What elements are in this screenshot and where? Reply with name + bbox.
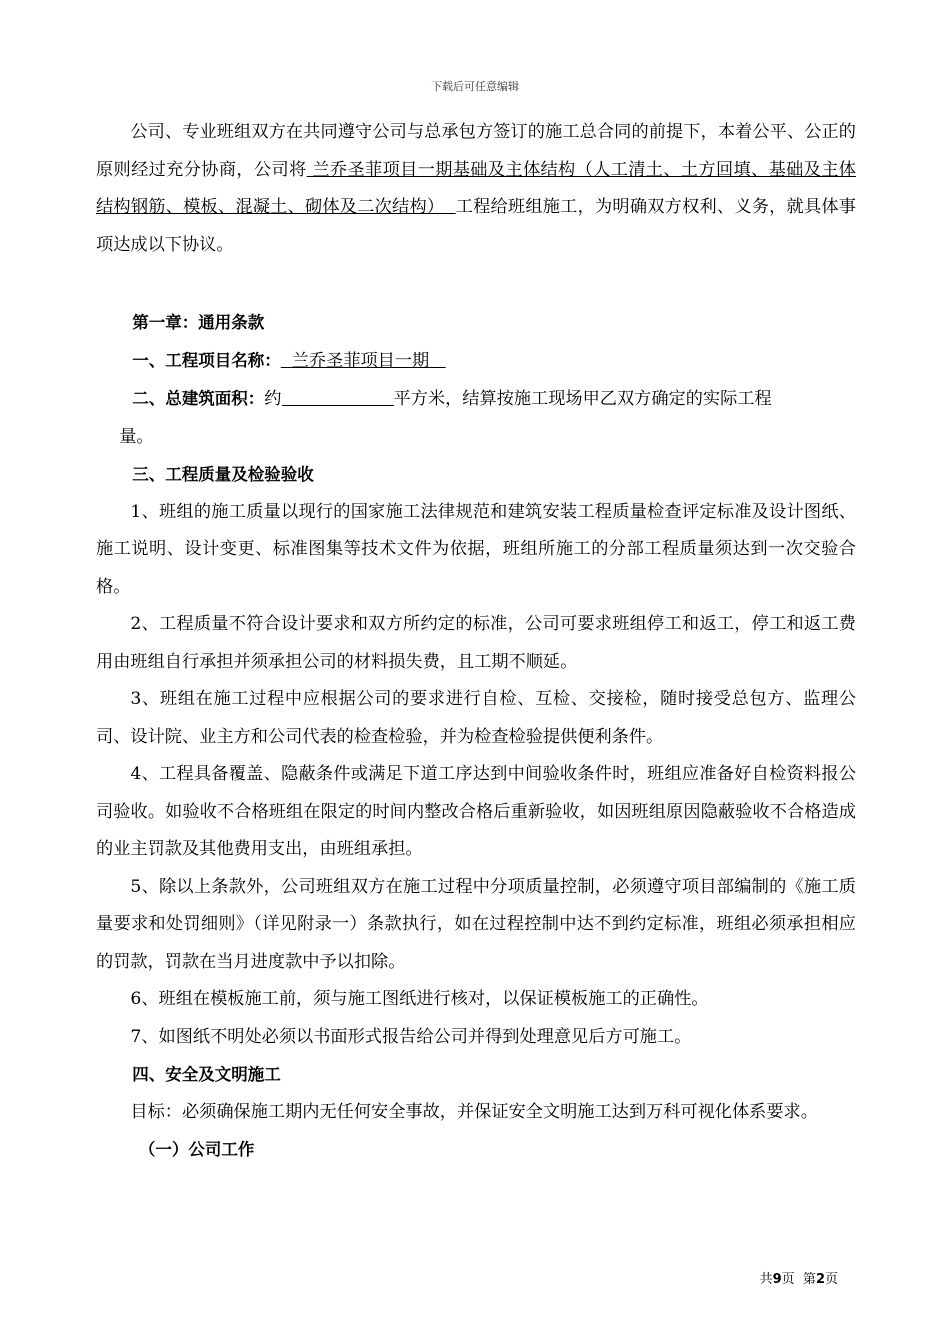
page-header: 下载后可任意编辑 [431,80,519,93]
spacer [96,264,856,304]
building-area-blank [282,389,394,407]
safety-goal: 目标：必须确保施工期内无任何安全事故，并保证安全文明施工达到万科可视化体系要求。 [130,1101,818,1122]
document-body [96,114,856,1169]
building-area-wrap: 量。 [119,426,154,447]
chapter-title: 第一章：通用条款 [132,313,265,332]
quality-clause-5: 5、除以上条款外，公司班组双方在施工过程中分项质量控制，必须遵守项目部编制的《施工质量要求和处罚细则》（详见附录一）条款执行，如在过程控制中达不到约定标准，班组必须承担相应的罚款，罚款在当月进度款中予以扣除。 [96,876,856,972]
total-pages: 9 [772,1272,782,1287]
project-name-value: 兰乔圣菲项目一期 [291,350,430,371]
intro-paragraph [96,114,856,264]
quality-clause-6: 6、班组在模板施工前，须与施工图纸进行核对，以保证模板施工的正确性。 [130,989,709,1009]
current-page: 2 [815,1272,825,1287]
quality-clause-1: 1、班组的施工质量以现行的国家施工法律规范和建筑安装工程质量检查评定标准及设计图纸、施工说明、设计变更、标准图集等技术文件为依据，班组所施工的分部工程质量须达到一次交验合格。 [96,501,856,597]
building-area-prefix: 约 [264,389,282,409]
project-name-line [96,342,856,381]
quality-clause-7: 7、如图纸不明处必须以书面形式报告给公司并得到处理意见后方可施工。 [130,1026,692,1047]
project-scope: 兰乔圣菲项目一期基础及主体结构（人工清土、土方回填、基础及主体结构钢筋、模板、混凝土、砌体及二次结构） [96,159,856,217]
project-name-label: 一、工程项目名称： [132,350,281,370]
quality-clause-2: 2、工程质量不符合设计要求和双方所约定的标准，公司可要求班组停工和返工，停工和返工费用由班组自行承担并须承担公司的材料损失费，且工期不顺延。 [96,614,856,672]
intro-after: 工程给班组施工，为明确双方权利、义务，就具体事项达成以下协议。 [96,197,856,255]
quality-clause-4: 4、工程具备覆盖、隐蔽条件或满足下道工序达到中间验收条件时，班组应准备好自检资料报公司验收。如验收不合格班组在限定的时间内整改合格后重新验收，如因班组原因隐蔽验收不合格造成的业主罚款及其他费用支出，由班组承担。 [96,764,856,859]
building-area-label: 二、总建筑面积： [132,389,265,408]
intro-before: 公司、专业班组双方在共同遵守公司与总承包方签订的施工总合同的前提下，本着公平、公正的原则经过充分协商，公司将 [96,122,856,180]
quality-section-title: 三、工程质量及检验验收 [132,465,314,484]
safety-section-title: 四、安全及文明施工 [132,1065,281,1084]
page-footer: 共9页 第2页 [759,1272,838,1287]
quality-clause-3: 3、班组在施工过程中应根据公司的要求进行自检、互检、交接检，随时接受总包方、监理公司、设计院、业主方和公司代表的检查检验，并为检查检验提供便利条件。 [96,689,856,747]
building-area-line [96,380,856,419]
company-work-title: （一）公司工作 [138,1140,255,1159]
building-area-suffix: 平方米，结算按施工现场甲乙双方确定的实际工程 [393,389,772,409]
